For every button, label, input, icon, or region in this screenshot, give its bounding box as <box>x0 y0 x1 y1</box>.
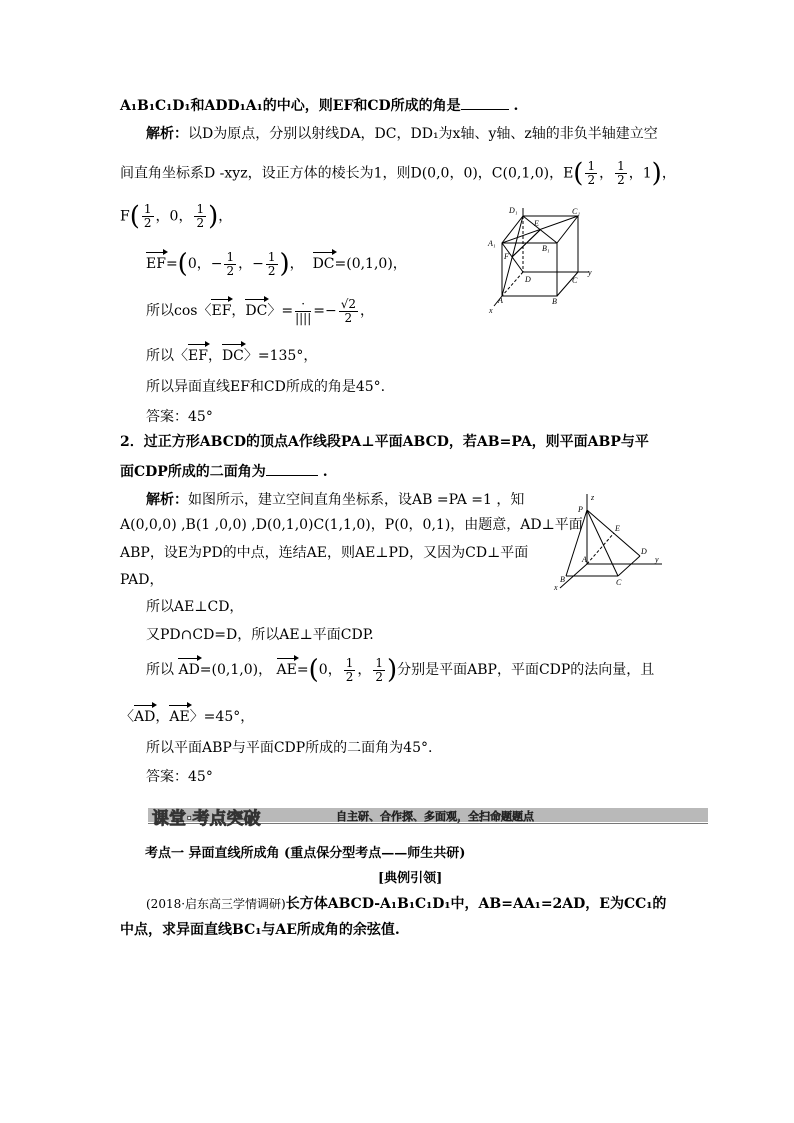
label-b: B <box>552 297 557 306</box>
solution-line: 解析：以D为原点，分别以射线DA，DC，DD₁为x轴、y轴、z轴的非负半轴建立空 <box>146 126 658 142</box>
solution-line: 又PD∩CD=D，所以AE⊥平面CDP. <box>146 627 374 643</box>
label-y2: y <box>655 555 659 564</box>
label-b2: B <box>560 575 565 584</box>
answer: 答案：45° <box>146 409 213 425</box>
label-a: A <box>498 296 503 305</box>
label-x2: x <box>554 583 558 592</box>
solution-line: PAD， <box>120 572 164 588</box>
banner-title: 课堂·考点突破 <box>152 809 261 829</box>
example-heading: [典例引领] <box>378 871 443 886</box>
question-2-cont: 面CDP所成的二面角为 . <box>120 461 328 482</box>
label-c1: C₁ <box>572 207 581 216</box>
answer-blank <box>461 95 509 110</box>
question-continuation: A₁B₁C₁D₁和ADD₁A₁的中心，则EF和CD所成的角是 . <box>120 95 518 116</box>
label-e2: E <box>615 524 620 533</box>
conclusion-2: 所以平面ABP与平面CDP所成的二面角为45°. <box>146 740 433 756</box>
vector-line: EF=(0，− $\frac{1}{2}$ ，− $\frac{1}{2}$ )， DC=(0,1,0)， <box>146 249 407 279</box>
conclusion: 所以异面直线EF和CD所成的角是45°. <box>146 379 386 395</box>
question-2: 2．过正方形ABCD的顶点A作线段PA⊥平面ABCD，若AB=PA，则平面ABP与平 <box>120 434 649 450</box>
example-question-cont: 中点，求异面直线BC₁与AE所成角的余弦值. <box>120 922 400 938</box>
pyramid-figure <box>552 490 667 592</box>
section-banner <box>148 804 708 829</box>
label-y: y <box>588 268 592 277</box>
label-a2: A <box>582 555 587 564</box>
label-f: F <box>504 252 509 261</box>
cube-figure <box>484 202 596 314</box>
label-x: x <box>489 306 493 314</box>
topic-heading: 考点一 异面直线所成角 (重点保分型考点——师生共研) <box>145 846 466 861</box>
label-a1: A₁ <box>488 239 496 248</box>
solution-line: 所以AE⊥CD， <box>146 599 244 615</box>
cos-line: 所以cos〈EF，DC〉= $\frac{\cdot}{||||}$ =− $\frac{√2}{2}$ ， <box>146 296 374 325</box>
solution-line: 解析：如图所示，建立空间直角坐标系，设AB =PA =1 ，知 <box>146 492 525 508</box>
banner-subtitle: 自主研、合作探、多面观，全扫命题题点 <box>336 810 534 823</box>
f-coord-line: F( $\frac{1}{2}$ ，0， $\frac{1}{2}$ )， <box>120 201 233 232</box>
solution-line: 间直角坐标系D -xyz，设正方体的棱长为1，则D(0,0，0)，C(0,1,0)，E( $\frac{1}{2}$ ， $\frac{1}{2}$ ，1)， <box>120 158 676 189</box>
answer-2: 答案：45° <box>146 769 213 785</box>
label-z: z <box>591 493 595 502</box>
label-d1: D₁ <box>509 206 518 215</box>
vector-dc: DC <box>313 250 335 274</box>
normal-vector-line: 所以 AD=(0,1,0)， AE=(0， $\frac{1}{2}$ ， $\frac{1}{2}$ )分别是平面ABP，平面CDP的法向量，且 <box>146 655 655 685</box>
label-d: D <box>525 275 531 284</box>
angle-line: 所以〈EF，DC〉=135°， <box>146 342 317 366</box>
label-b1: B₁ <box>542 244 550 253</box>
label-c2: C <box>616 578 622 587</box>
angle-line-2: 〈AD，AE〉=45°， <box>120 703 254 727</box>
example-question: (2018·启东高三学情调研)长方体ABCD-A₁B₁C₁D₁中，AB=AA₁=2AD，E为CC₁的 <box>146 896 667 912</box>
label-d2: D <box>641 547 647 556</box>
solution-line: A(0,0,0) ,B(1 ,0,0) ,D(0,1,0)C(1,1,0)，P(0，0,1)，由题意，AD⊥平面 <box>120 517 583 533</box>
label-c: C <box>572 276 578 285</box>
vector-ef: EF <box>146 250 166 274</box>
answer-blank <box>266 461 318 476</box>
label-e: E <box>534 219 539 228</box>
solution-line: ABP，设E为PD的中点，连结AE，则AE⊥PD，又因为CD⊥平面 <box>120 545 529 561</box>
label-p: P <box>578 505 583 514</box>
